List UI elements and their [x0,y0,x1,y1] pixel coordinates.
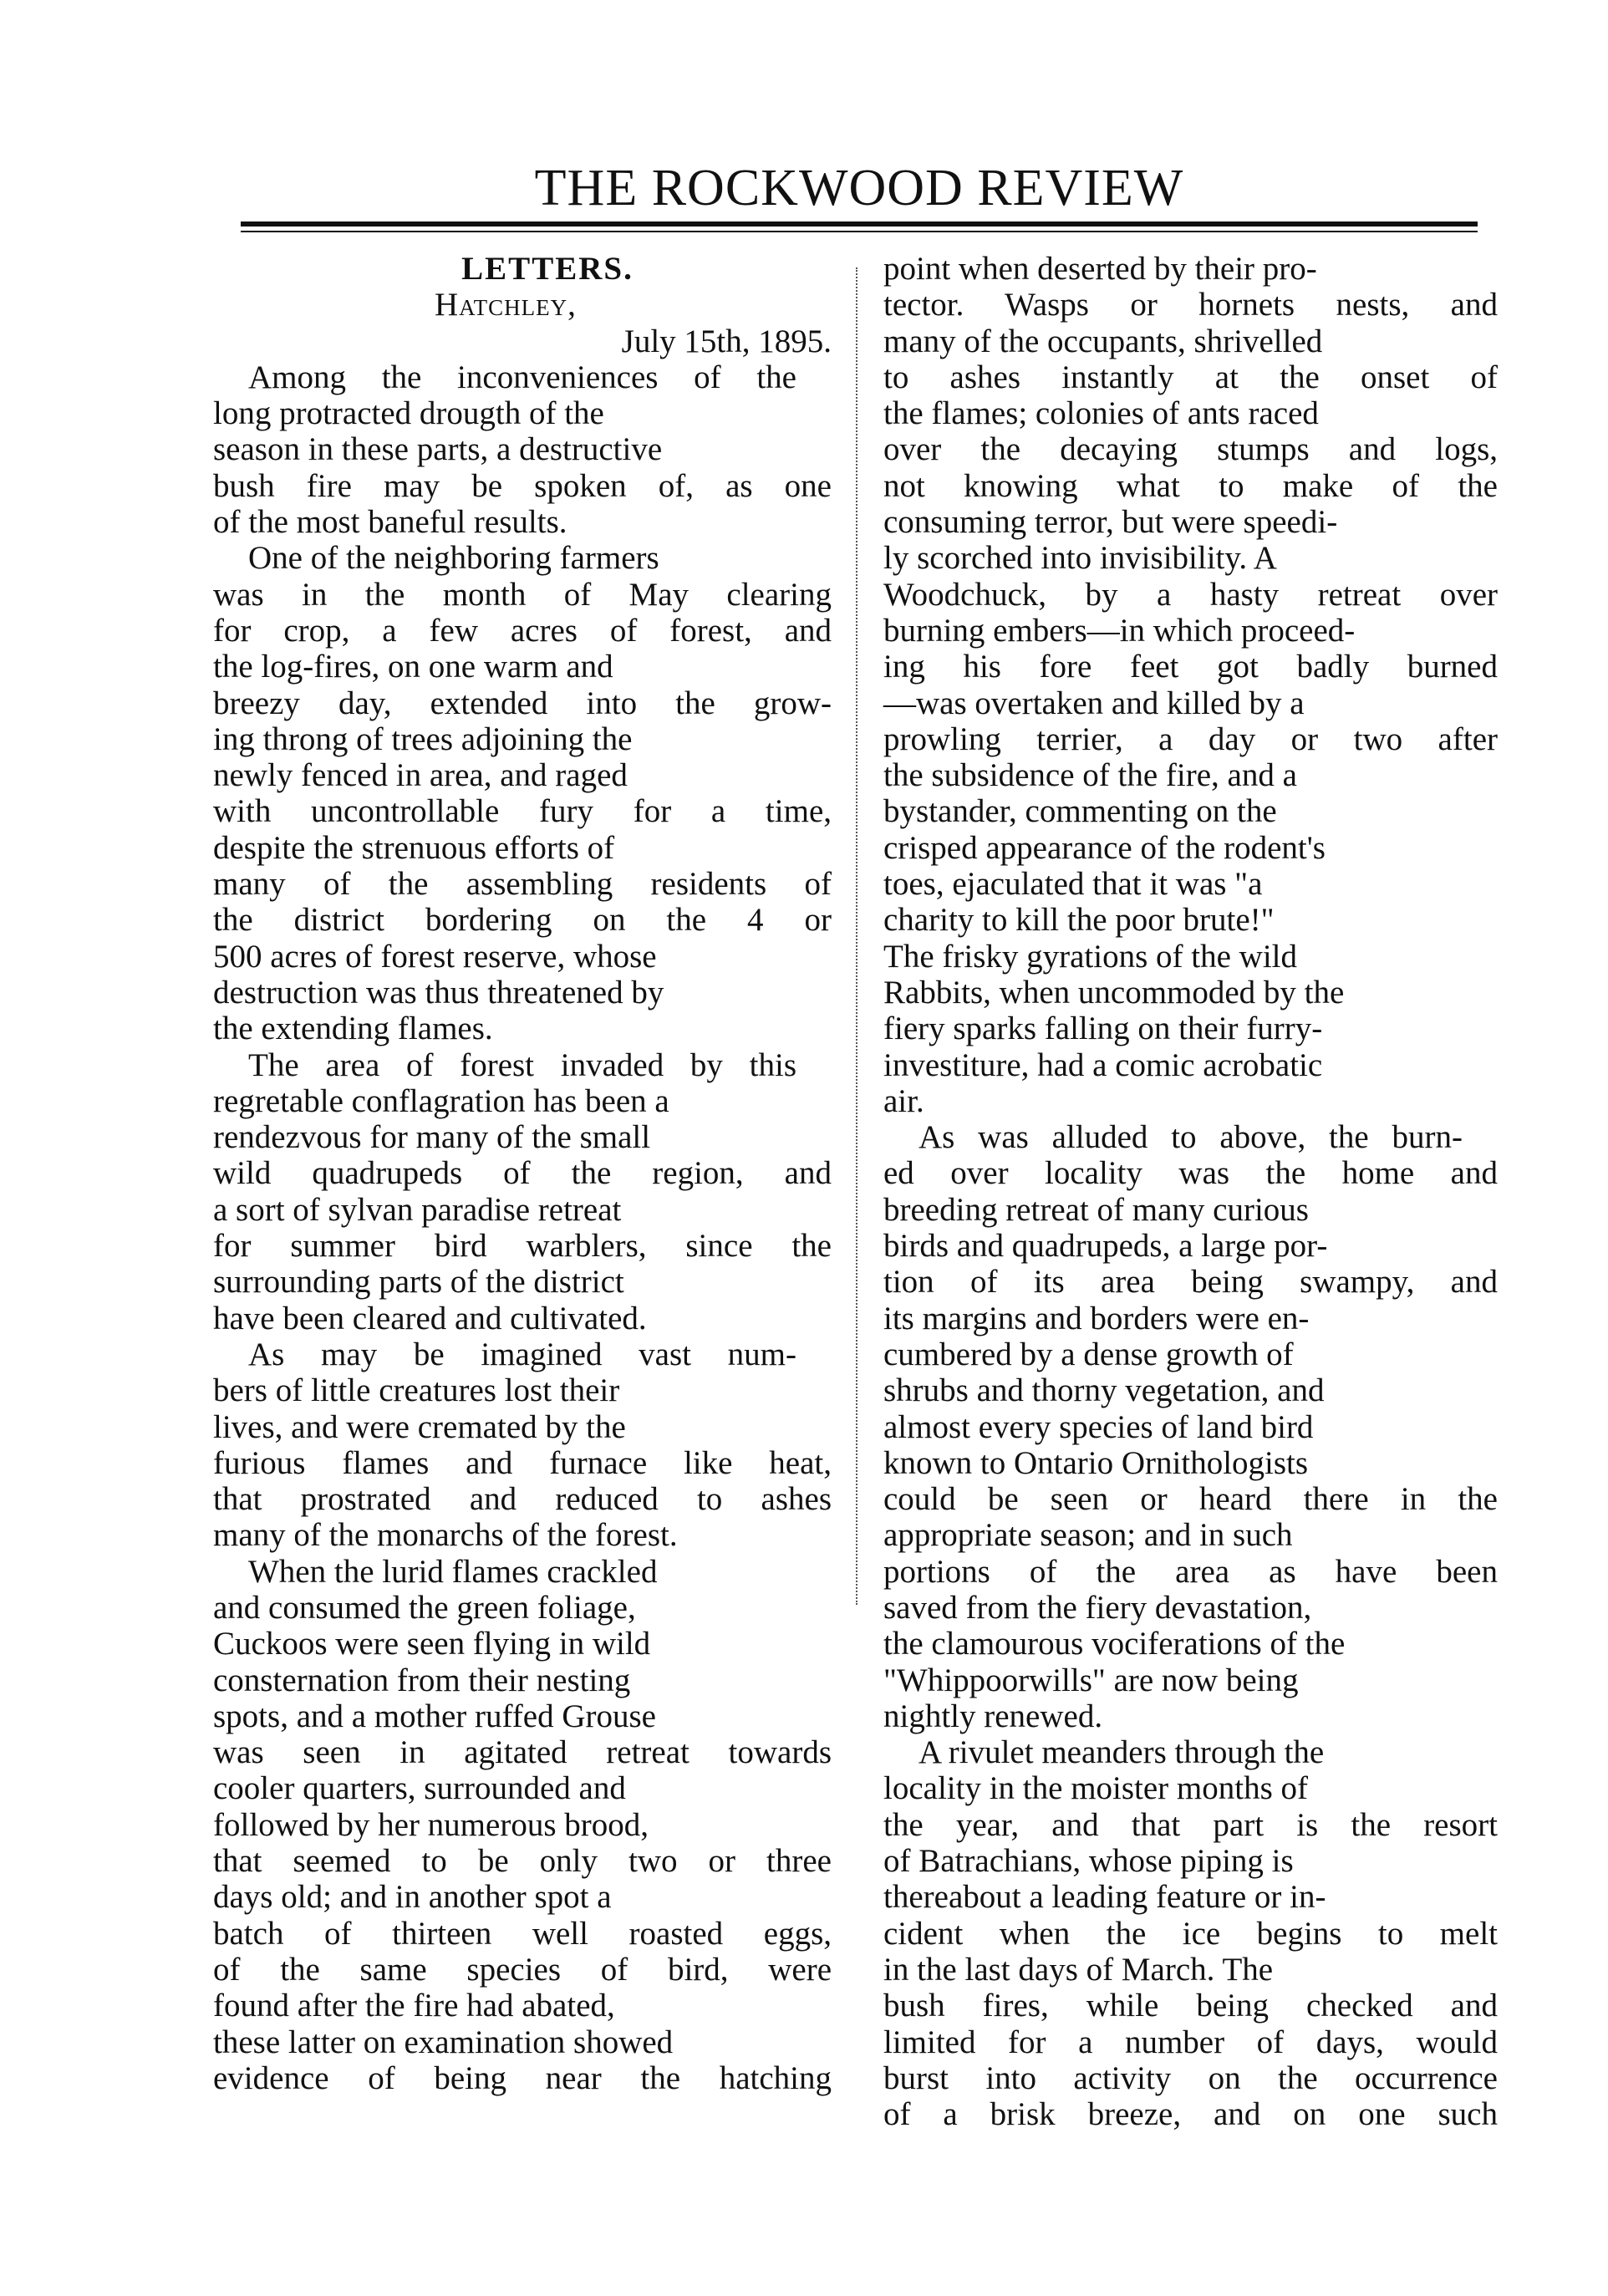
text-line: tion of its area being swampy, and [883,1264,1498,1301]
text-line: fiery sparks falling on their furry- [883,1011,1323,1047]
text-line: known to Ontario Ornithologists [883,1444,1309,1481]
text-line: surrounding parts of the district [213,1264,624,1301]
text-line: burst into activity on the occurrence [883,2059,1498,2096]
text-line: over the decaying stumps and logs, [883,431,1498,468]
text-line: thereabout a leading feature or in- [883,1879,1326,1916]
text-line: was seen in agitated retreat towards [213,1734,832,1771]
text-line: bush fire may be spoken of, as one [213,467,832,504]
text-line: the flames; colonies of ants raced [883,395,1319,432]
text-line: point when deserted by their pro- [883,251,1317,287]
text-line: many of the occupants, shrivelled [883,323,1323,359]
text-line: could be seen or heard there in the [883,1481,1498,1518]
text-line: have been cleared and cultivated. [213,1300,647,1336]
text-line: followed by her numerous brood, [213,1806,649,1843]
left-column-text [213,359,832,2096]
text-line: bers of little creatures lost their [213,1372,620,1409]
text-line: was in the month of May clearing [213,576,832,613]
text-line: tector. Wasps or hornets nests, and [883,287,1498,323]
text-line: for summer bird warblers, since the [213,1228,832,1265]
text-line: the extending flames. [213,1011,493,1047]
text-line: many of the assembling residents of [213,866,832,903]
text-line: for crop, a few acres of forest, and [213,612,832,649]
text-line: the clamourous vociferations of the [883,1626,1346,1662]
header-rule-thick [241,221,1478,227]
text-line: evidence of being near the hatching [213,2059,832,2096]
text-line: shrubs and thorny vegetation, and [883,1372,1325,1409]
text-line: The frisky gyrations of the wild [883,938,1297,975]
text-line: wild quadrupeds of the region, and [213,1155,832,1192]
text-line: destruction was thus threatened by [213,974,664,1011]
text-line: a sort of sylvan paradise retreat [213,1191,622,1228]
letter-date: July 15th, 1895. [621,323,832,359]
text-line: the year, and that part is the resort [883,1806,1498,1843]
text-line: bystander, commenting on the [883,793,1277,830]
text-line: "Whippoorwills" are now being [883,1662,1299,1698]
text-line: in the last days of March. The [883,1951,1274,1988]
text-line: bush fires, while being checked and [883,1988,1498,2024]
text-line: and consumed the green foliage, [213,1589,636,1626]
text-line: consternation from their nesting [213,1662,631,1698]
text-line: 500 acres of forest reserve, whose [213,938,657,975]
text-line: Rabbits, when uncommoded by the [883,974,1345,1011]
text-line: cident when the ice begins to melt [883,1915,1498,1952]
text-line: locality in the moister months of [883,1770,1309,1807]
text-line: spots, and a mother ruffed Grouse [213,1698,656,1734]
text-line: with uncontrollable fury for a time, [213,793,832,830]
text-line: ed over locality was the home and [883,1155,1498,1192]
text-line: Among the inconveniences of the [248,359,796,395]
letter-place: Hatchley, [435,287,577,323]
text-line: As was alluded to above, the burn- [918,1119,1463,1156]
text-line: investiture, had a comic acrobatic [883,1046,1323,1083]
text-line: When the lurid flames crackled [248,1553,658,1590]
text-line: these latter on examination showed [213,2024,674,2060]
text-line: cooler quarters, surrounded and [213,1770,626,1807]
text-line: The area of forest invaded by this [248,1046,796,1083]
column-divider [856,267,859,1605]
text-line: of the same species of bird, were [213,1951,832,1988]
text-line: ly scorched into invisibility. A [883,540,1277,577]
text-line: batch of thirteen well roasted eggs, [213,1915,832,1952]
text-line: furious flames and furnace like heat, [213,1444,832,1481]
text-line: of a brisk breeze, and on one such [883,2096,1498,2133]
text-line: despite the strenuous efforts of [213,829,615,866]
text-line: not knowing what to make of the [883,467,1498,504]
text-line: breezy day, extended into the grow- [213,685,832,721]
text-line: season in these parts, a destructive [213,431,663,468]
text-line: Woodchuck, by a hasty retreat over [883,576,1498,613]
text-line: almost every species of land bird [883,1408,1314,1445]
text-line: appropriate season; and in such [883,1517,1293,1554]
text-line: regretable conflagration has been a [213,1082,669,1119]
text-line: prowling terrier, a day or two after [883,720,1498,757]
section-title: LETTERS. [461,251,634,287]
right-column-text [883,251,1498,2132]
text-line: days old; and in another spot a [213,1879,612,1916]
text-line: that seemed to be only two or three [213,1843,832,1880]
right-column [883,251,1498,2132]
text-line: air. [883,1082,924,1119]
text-line: many of the monarchs of the forest. [213,1517,678,1554]
text-line: newly fenced in area, and raged [213,757,628,794]
text-line: cumbered by a dense growth of [883,1336,1294,1372]
text-line: crisped appearance of the rodent's [883,829,1326,866]
text-line: nightly renewed. [883,1698,1103,1734]
page-header: THE ROCKWOOD REVIEW [534,160,1184,216]
text-line: birds and quadrupeds, a large por- [883,1228,1328,1265]
text-line: limited for a number of days, would [883,2024,1498,2060]
text-line: ing his fore feet got badly burned [883,649,1498,685]
text-line: consuming terror, but were speedi- [883,504,1338,541]
text-line: to ashes instantly at the onset of [883,359,1498,395]
left-column [213,251,832,2096]
text-line: ing throng of trees adjoining the [213,720,633,757]
text-line: portions of the area as have been [883,1553,1498,1590]
text-line: of Batrachians, whose piping is [883,1843,1294,1880]
text-line: long protracted drougth of the [213,395,604,432]
text-line: the district bordering on the 4 or [213,902,832,939]
header-rule-thin [241,231,1478,232]
text-line: saved from the fiery devastation, [883,1589,1312,1626]
text-line: A rivulet meanders through the [918,1734,1325,1771]
text-line: —was overtaken and killed by a [883,685,1305,721]
text-line: burning embers—in which proceed- [883,612,1356,649]
text-line: rendezvous for many of the small [213,1119,651,1156]
text-line: As may be imagined vast num- [248,1336,796,1372]
text-line: charity to kill the poor brute!" [883,902,1275,939]
text-line: toes, ejaculated that it was "a [883,866,1263,903]
text-line: that prostrated and reduced to ashes [213,1481,832,1518]
text-line: One of the neighboring farmers [248,540,659,577]
text-line: Cuckoos were seen flying in wild [213,1626,651,1662]
text-line: its margins and borders were en- [883,1300,1310,1336]
text-line: of the most baneful results. [213,504,567,541]
text-line: the subsidence of the fire, and a [883,757,1297,794]
text-line: breeding retreat of many curious [883,1191,1309,1228]
text-line: lives, and were cremated by the [213,1408,626,1445]
text-line: the log-fires, on one warm and [213,649,613,685]
text-line: found after the fire had abated, [213,1988,615,2024]
